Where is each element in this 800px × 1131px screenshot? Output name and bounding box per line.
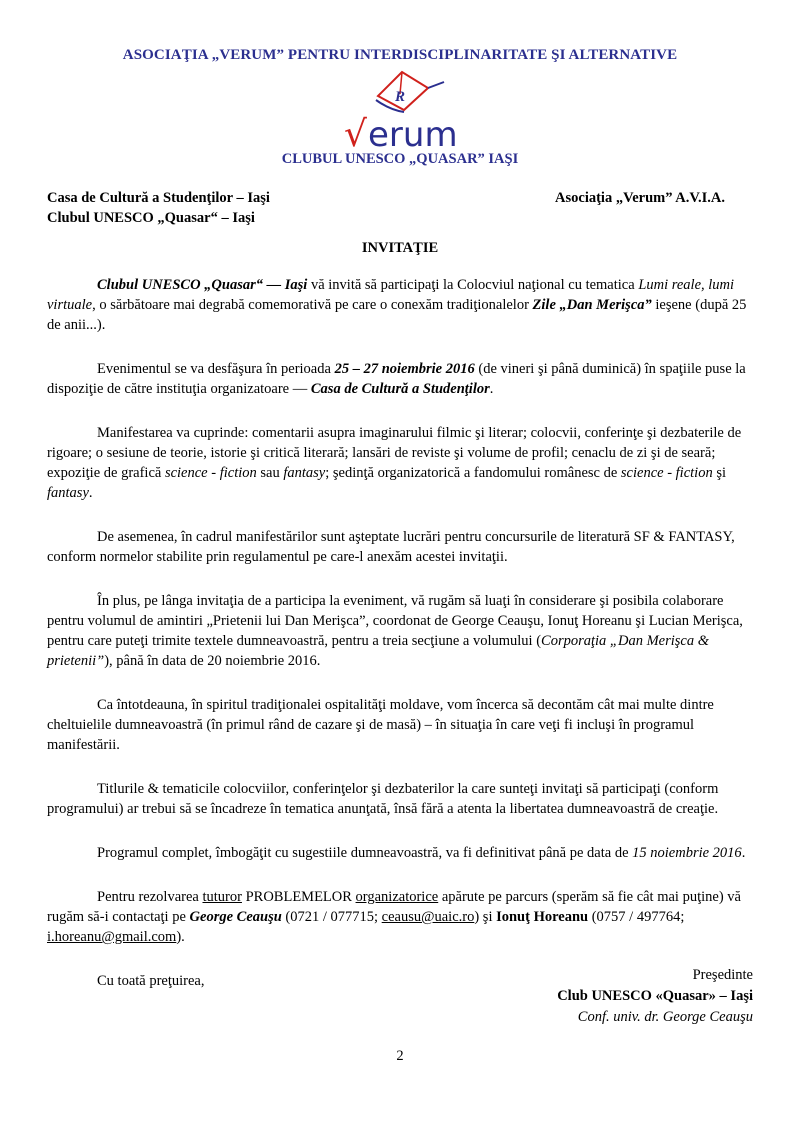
text-run: Pentru rezolvarea bbox=[97, 889, 203, 905]
paragraph-2 bbox=[47, 359, 755, 399]
text-run: vă invită să participaţi la Colocviul naţional cu tematica bbox=[307, 277, 639, 293]
letter-body bbox=[47, 275, 755, 991]
text-run: Programul complet, îmbogăţit cu sugestiile dumneavoastră, va fi definitivat până pe data de bbox=[97, 845, 633, 861]
logo-wordmark: erum bbox=[368, 115, 458, 155]
signature-block bbox=[557, 965, 753, 1028]
text-run: ieşene (după 25 de anii...). bbox=[47, 297, 747, 333]
genre-term: science - fiction bbox=[620, 465, 713, 481]
sender-line-2: Clubul UNESCO „Quasar“ – Iaşi bbox=[47, 210, 255, 226]
text-run: . bbox=[741, 845, 746, 861]
paragraph-4: De asemenea, în cadrul manifestărilor sunt aşteptate lucrări pentru concursurile de literatură SF & FANTASY, conform normelor stabilite prin regulamentul pe care-l anexăm acestei invitaţii. bbox=[47, 529, 735, 565]
contact-name: Ionuţ Horeanu bbox=[496, 909, 589, 925]
genre-term: fantasy bbox=[283, 465, 326, 481]
signature-org bbox=[557, 986, 753, 1007]
sender-block-right bbox=[555, 188, 725, 208]
paragraph-7: Titlurile & tematicile colocviilor, conferinţelor şi dezbaterilor la care sunteţi invitaţi să participaţi (conform programului) ar trebui să se încadreze în tematica anunţată, însă fără a atenta la libertatea dumneavoastră de creaţie. bbox=[47, 781, 719, 817]
theme-title: Lumi reale, lumi virtuale bbox=[47, 277, 735, 313]
sender-line-right: Asociaţia „Verum” A.V.I.A. bbox=[555, 190, 725, 206]
text-run: ) şi bbox=[474, 909, 497, 925]
signature-name-text: Conf. univ. dr. George Ceauşu bbox=[577, 1009, 753, 1025]
text-run: apărute pe parcurs (sperăm să fie cât mai puţine) vă rugăm să-i contactaţi pe bbox=[47, 889, 741, 925]
contact-email-link[interactable]: ceausu@uaic.ro bbox=[381, 909, 475, 925]
text-run: ), până în data de 20 noiembrie 2016. bbox=[104, 653, 321, 669]
text-run: (0757 / 497764; bbox=[588, 909, 685, 925]
text-run: (de vineri şi până duminică) în spaţiile puse la dispoziţie de către instituţia organizatoare — bbox=[47, 361, 746, 397]
venue-name: Casa de Cultură a Studenţilor bbox=[310, 381, 490, 397]
text-run: sau bbox=[256, 465, 284, 481]
genre-term: science - fiction bbox=[164, 465, 257, 481]
book-emblem-icon bbox=[376, 72, 444, 112]
underlined-word: tuturor bbox=[202, 889, 242, 905]
page-number: 2 bbox=[396, 1048, 404, 1064]
text-run: ). bbox=[176, 929, 185, 945]
signature-org-text: Club UNESCO «Quasar» – Iaşi bbox=[557, 988, 753, 1004]
paragraph-3 bbox=[47, 423, 755, 503]
logo-emblem-letter: R bbox=[395, 89, 406, 105]
deadline-date: 15 noiembrie 2016 bbox=[632, 845, 742, 861]
contact-name: George Ceauşu bbox=[189, 909, 282, 925]
text-run: . bbox=[489, 381, 494, 397]
closing-line: Cu toată preţuirea, bbox=[97, 973, 205, 989]
paragraph-5 bbox=[47, 591, 755, 671]
paragraph-9 bbox=[47, 887, 755, 947]
paragraph-6: Ca întotdeauna, în spiritul tradiţionalei ospitalităţi moldave, vom încerca să decontăm cât mai multe dintre cheltuielile dumneavoastră (în primul rând de cazare şi de masă) – în situaţia în care veţi fi incluşi în programul manifestării. bbox=[47, 697, 714, 753]
paragraph-1 bbox=[47, 275, 755, 335]
logo-check-mark: √ bbox=[344, 114, 367, 155]
text-run: PROBLEMELOR bbox=[241, 889, 356, 905]
text-run: ; şedinţă organizatorică a fandomului românesc de bbox=[325, 465, 621, 481]
club-title: CLUBUL UNESCO „QUASAR” IAŞI bbox=[281, 151, 519, 167]
association-title: ASOCIAŢIA „VERUM” PENTRU INTERDISCIPLINARITATE ŞI ALTERNATIVE bbox=[122, 47, 678, 63]
contact-email-link[interactable]: i.horeanu@gmail.com bbox=[47, 929, 177, 945]
paragraph-8 bbox=[47, 843, 755, 863]
text-run: În plus, pe lânga invitaţia de a participa la eveniment, vă rugăm să luaţi în considerare şi posibila colaborare pentru volumul de amintiri „Prietenii lui Dan Merişca”, coordonat de George Ceauşu, Ionuţ Horeanu şi Lucian Merişca, pentru care puteţi trimite textele dumneavoastră, pentru a treia secţiune a volumului ( bbox=[47, 593, 743, 649]
text-run: , o sărbătoare mai degrabă comemorativă pe care o conexăm tradiţionalelor bbox=[92, 297, 533, 313]
text-run: Manifestarea va cuprinde: comentarii asupra imaginarului filmic şi literar; colocvii, conferinţe şi dezbaterile de rigoare; o sesiune de teorie, istorie şi critică literară; lansări de reviste şi volume de profil; cenaclu de zi şi de seară; expoziţie de grafică bbox=[47, 425, 742, 481]
signature-role: Preşedinte bbox=[692, 967, 753, 983]
document-title: INVITAŢIE bbox=[361, 240, 439, 256]
sender-line-1: Casa de Cultură a Studenţilor – Iaşi bbox=[47, 190, 270, 206]
event-dates: 25 – 27 noiembrie 2016 bbox=[334, 361, 475, 377]
verum-logo bbox=[340, 66, 470, 156]
text-run: şi bbox=[712, 465, 726, 481]
event-name: Zile „Dan Merişca” bbox=[532, 297, 652, 313]
text-run: . bbox=[88, 485, 93, 501]
text-run: (0721 / 077715; bbox=[281, 909, 382, 925]
signature-name bbox=[557, 1007, 753, 1028]
underlined-word: organizatorice bbox=[355, 889, 439, 905]
genre-term: fantasy bbox=[47, 485, 89, 501]
club-name-emphasis: Clubul UNESCO „Quasar“ — Iaşi bbox=[97, 277, 308, 293]
text-run: Evenimentul se va desfăşura în perioada bbox=[97, 361, 335, 377]
sender-block-left bbox=[47, 188, 270, 228]
volume-section-title: Corporaţia „Dan Merişca & prietenii” bbox=[47, 633, 709, 669]
